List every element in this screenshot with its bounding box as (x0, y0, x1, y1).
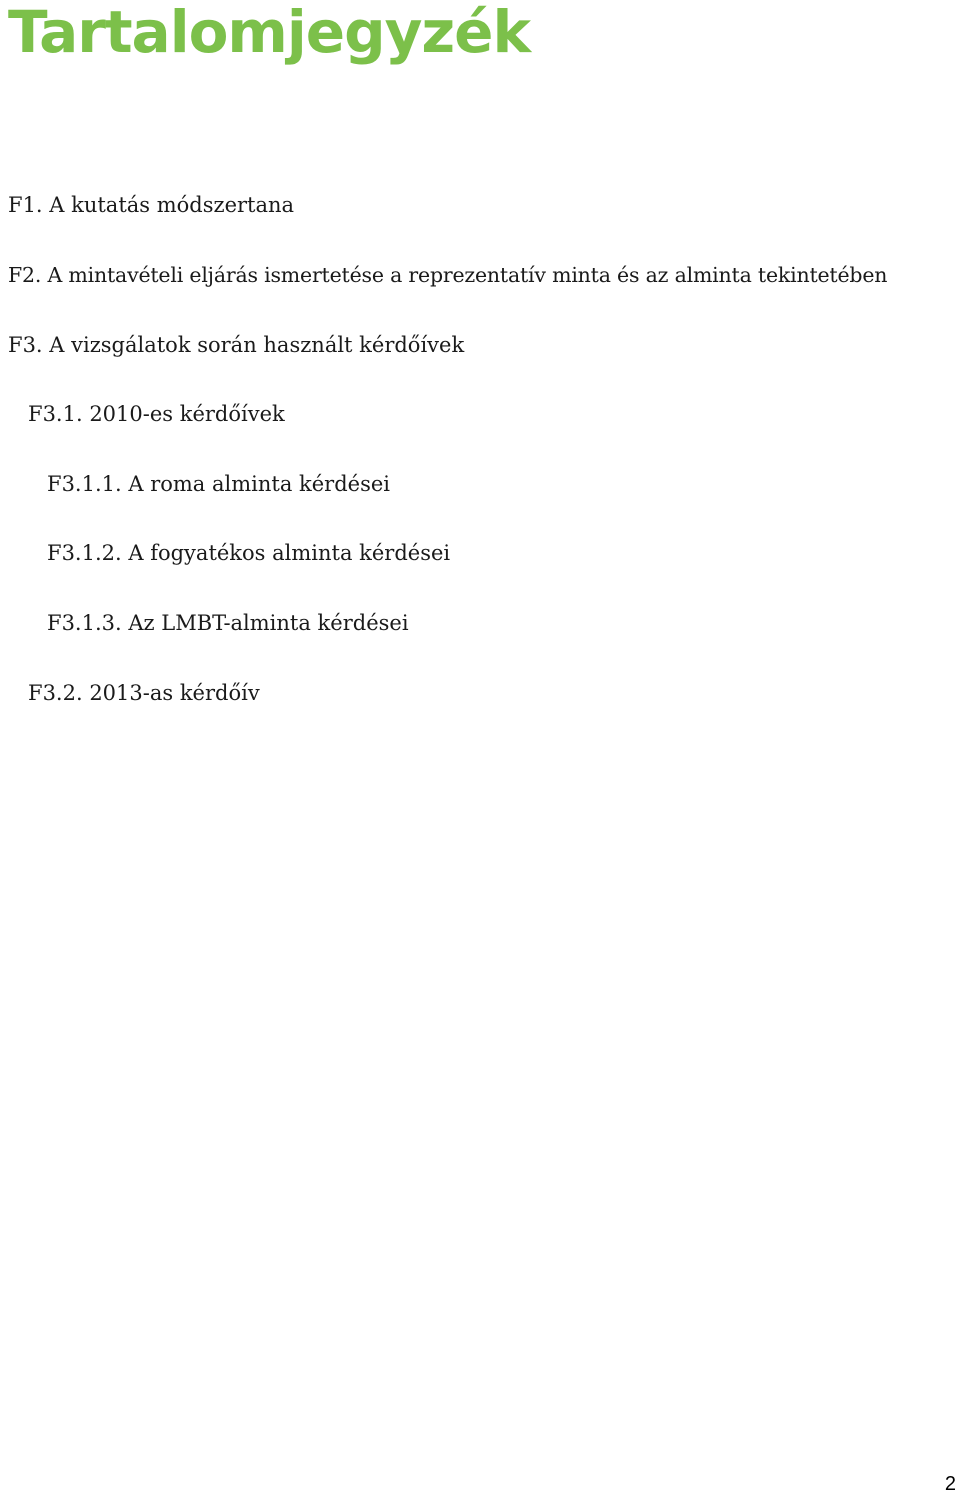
toc-item-f1[interactable]: F1. A kutatás módszertana (8, 193, 295, 217)
toc-item-f3[interactable]: F3. A vizsgálatok során használt kérdőívek (8, 333, 465, 357)
toc-item-f3-1-3[interactable]: F3.1.3. Az LMBT-alminta kérdései (47, 611, 409, 635)
toc-item-f3-1[interactable]: F3.1. 2010-es kérdőívek (28, 402, 285, 426)
page-title: Tartalomjegyzék (8, 0, 531, 66)
toc-item-f3-1-1[interactable]: F3.1.1. A roma alminta kérdései (47, 472, 390, 496)
toc-item-f2[interactable]: F2. A mintavételi eljárás ismertetése a reprezentatív minta és az alminta tekintetében (8, 263, 888, 287)
toc-item-f3-2[interactable]: F3.2. 2013-as kérdőív (28, 681, 260, 705)
toc-item-f3-1-2[interactable]: F3.1.2. A fogyatékos alminta kérdései (47, 541, 451, 565)
page-number: 2 (944, 1473, 956, 1495)
